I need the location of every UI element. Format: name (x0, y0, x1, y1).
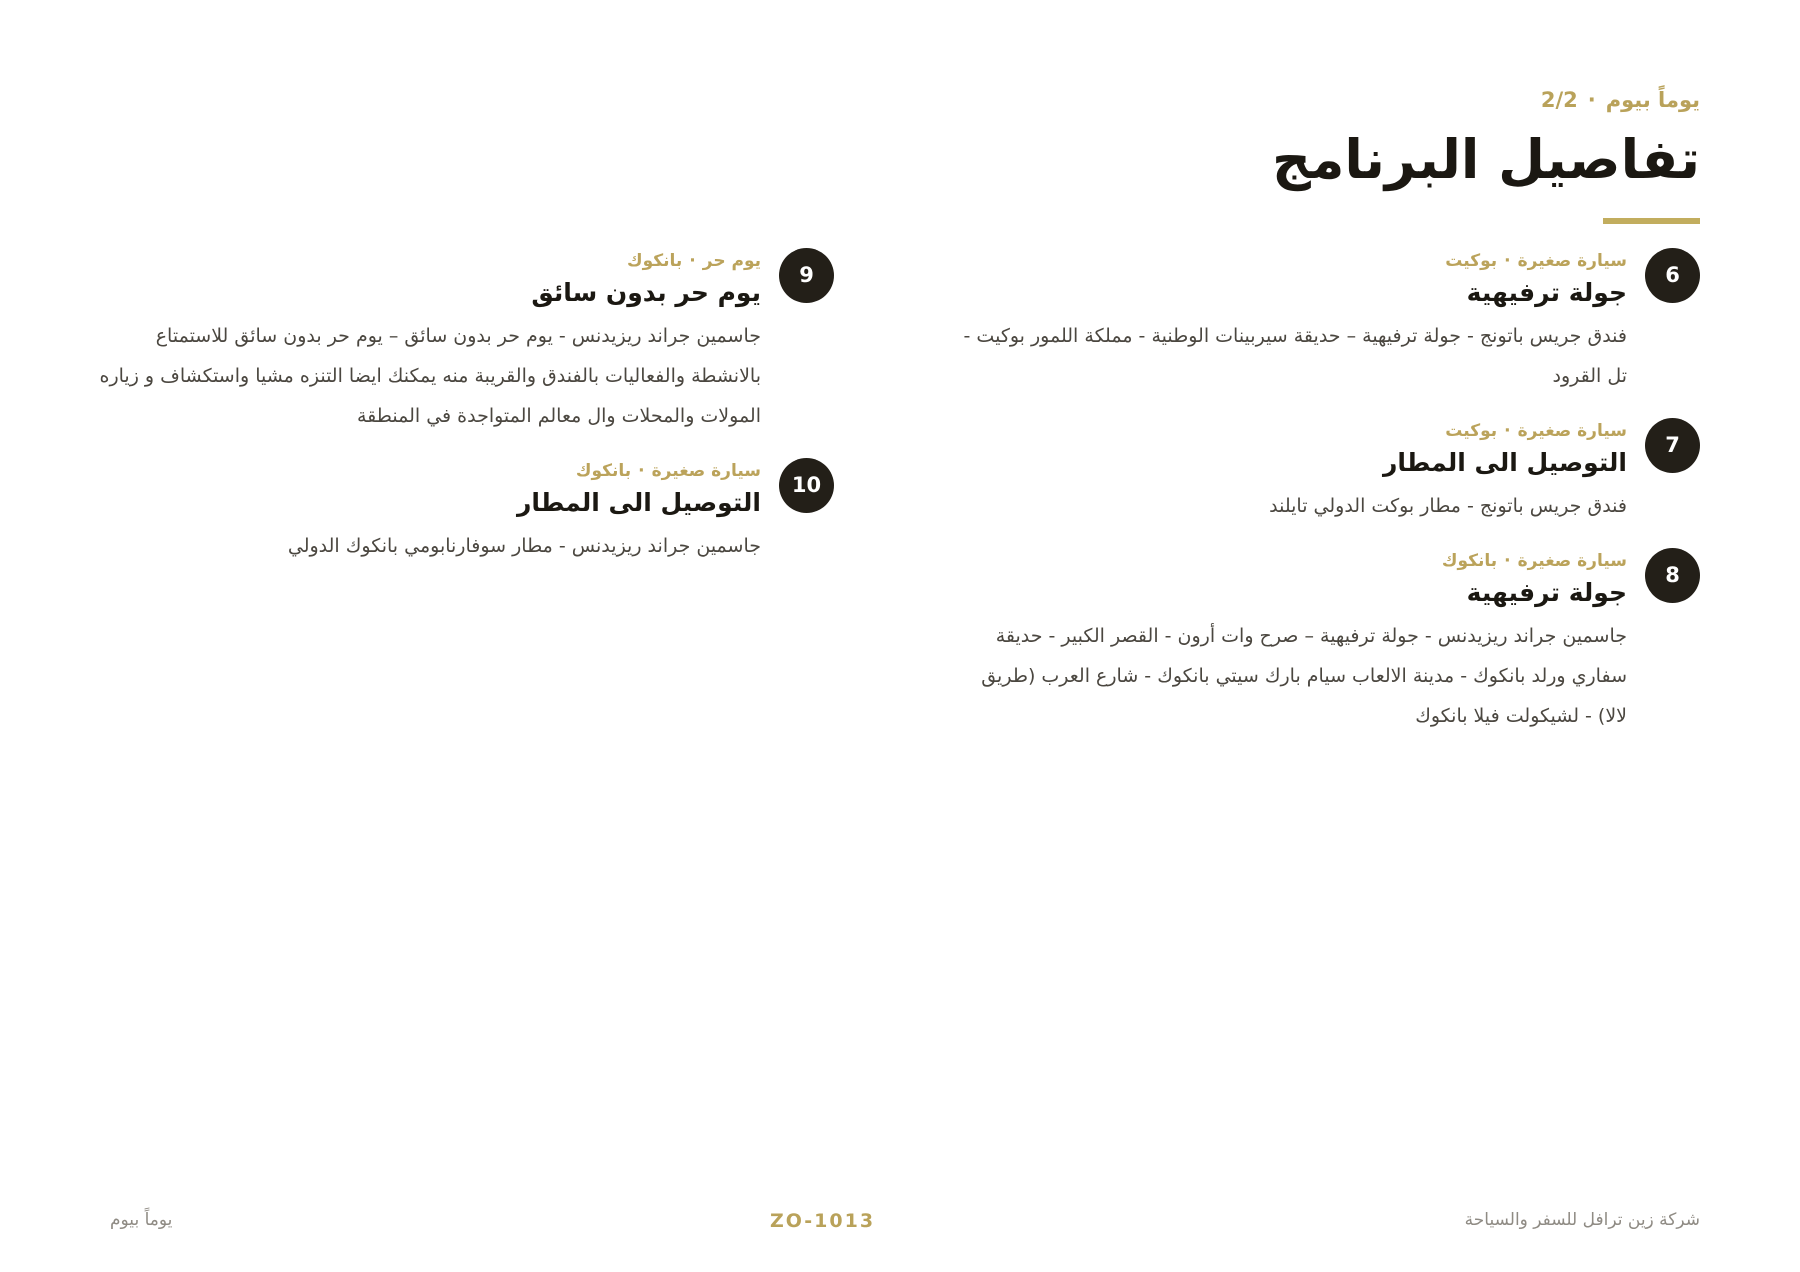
day-number-badge: 8 (1645, 548, 1700, 603)
day-meta (960, 248, 1627, 274)
day-city: بوكيت (1445, 251, 1498, 271)
footer-section-label: يوماً بيوم (110, 1210, 173, 1230)
day-transport: سيارة صغيرة (1517, 421, 1627, 441)
day-city: بانكوك (1441, 551, 1498, 571)
day-meta (84, 248, 761, 274)
itinerary-column-left (84, 248, 834, 588)
day-meta (84, 458, 761, 484)
itinerary-column-right (960, 248, 1700, 758)
day-item (84, 458, 834, 566)
day-number-badge: 6 (1645, 248, 1700, 303)
day-meta (960, 418, 1627, 444)
footer-company-name: شركة زين ترافل للسفر والسياحة (1464, 1210, 1700, 1230)
footer-document-code: ZO-1013 (770, 1210, 876, 1232)
day-transport: سيارة صغيرة (651, 461, 761, 481)
day-description: فندق جريس باتونج - جولة ترفيهية – حديقة سيربينات الوطنية - مملكة اللمور بوكيت - تل القرود (963, 325, 1627, 387)
page-title: تفاصيل البرنامج (1272, 128, 1700, 191)
day-city: بانكوك (575, 461, 632, 481)
day-city: بوكيت (1445, 421, 1498, 441)
day-item (960, 418, 1700, 526)
page-indicator: 2/2 (1540, 88, 1578, 112)
section-kicker (1541, 88, 1700, 112)
day-title: التوصيل الى المطار (516, 488, 761, 517)
title-underline (1603, 218, 1700, 224)
day-transport: يوم حر (702, 251, 761, 271)
meta-separator: · (1504, 251, 1511, 271)
day-item (960, 548, 1700, 736)
day-title: جولة ترفيهية (1466, 578, 1627, 607)
day-title: جولة ترفيهية (1466, 278, 1627, 307)
meta-separator: · (638, 461, 645, 481)
day-transport: سيارة صغيرة (1517, 251, 1627, 271)
meta-separator: · (1504, 421, 1511, 441)
day-number-badge: 7 (1645, 418, 1700, 473)
meta-separator: · (689, 251, 696, 271)
kicker-separator: · (1587, 88, 1596, 112)
day-description: جاسمين جراند ريزيدنس - مطار سوفارنابومي بانكوك الدولي (287, 535, 761, 557)
kicker-label: يوماً بيوم (1605, 88, 1700, 112)
day-description: جاسمين جراند ريزيدنس - جولة ترفيهية – صرح وات أرون - القصر الكبير - حديقة سفاري ورلد بانكوك - مدينة الالعاب سيام بارك سيتي بانكوك - شارع العرب (طريق لالا) - لشيكولت فيلا بانكوك (981, 625, 1627, 727)
day-title: التوصيل الى المطار (1382, 448, 1627, 477)
day-description: فندق جريس باتونج - مطار بوكت الدولي تايلند (1269, 495, 1627, 517)
day-meta (960, 548, 1627, 574)
day-item (960, 248, 1700, 396)
day-item (84, 248, 834, 436)
day-number-badge: 9 (779, 248, 834, 303)
day-description: جاسمين جراند ريزيدنس - يوم حر بدون سائق – يوم حر بدون سائق للاستمتاع بالانشطة والفعاليات بالفندق والقريبة منه يمكنك ايضا التنزه مشيا واستكشاف و زياره المولات والمحلات وال معالم المتواجدة في المنطقة (99, 325, 761, 427)
meta-separator: · (1504, 551, 1511, 571)
day-transport: سيارة صغيرة (1517, 551, 1627, 571)
day-number-badge: 10 (779, 458, 834, 513)
day-city: بانكوك (627, 251, 683, 271)
day-title: يوم حر بدون سائق (531, 278, 761, 307)
